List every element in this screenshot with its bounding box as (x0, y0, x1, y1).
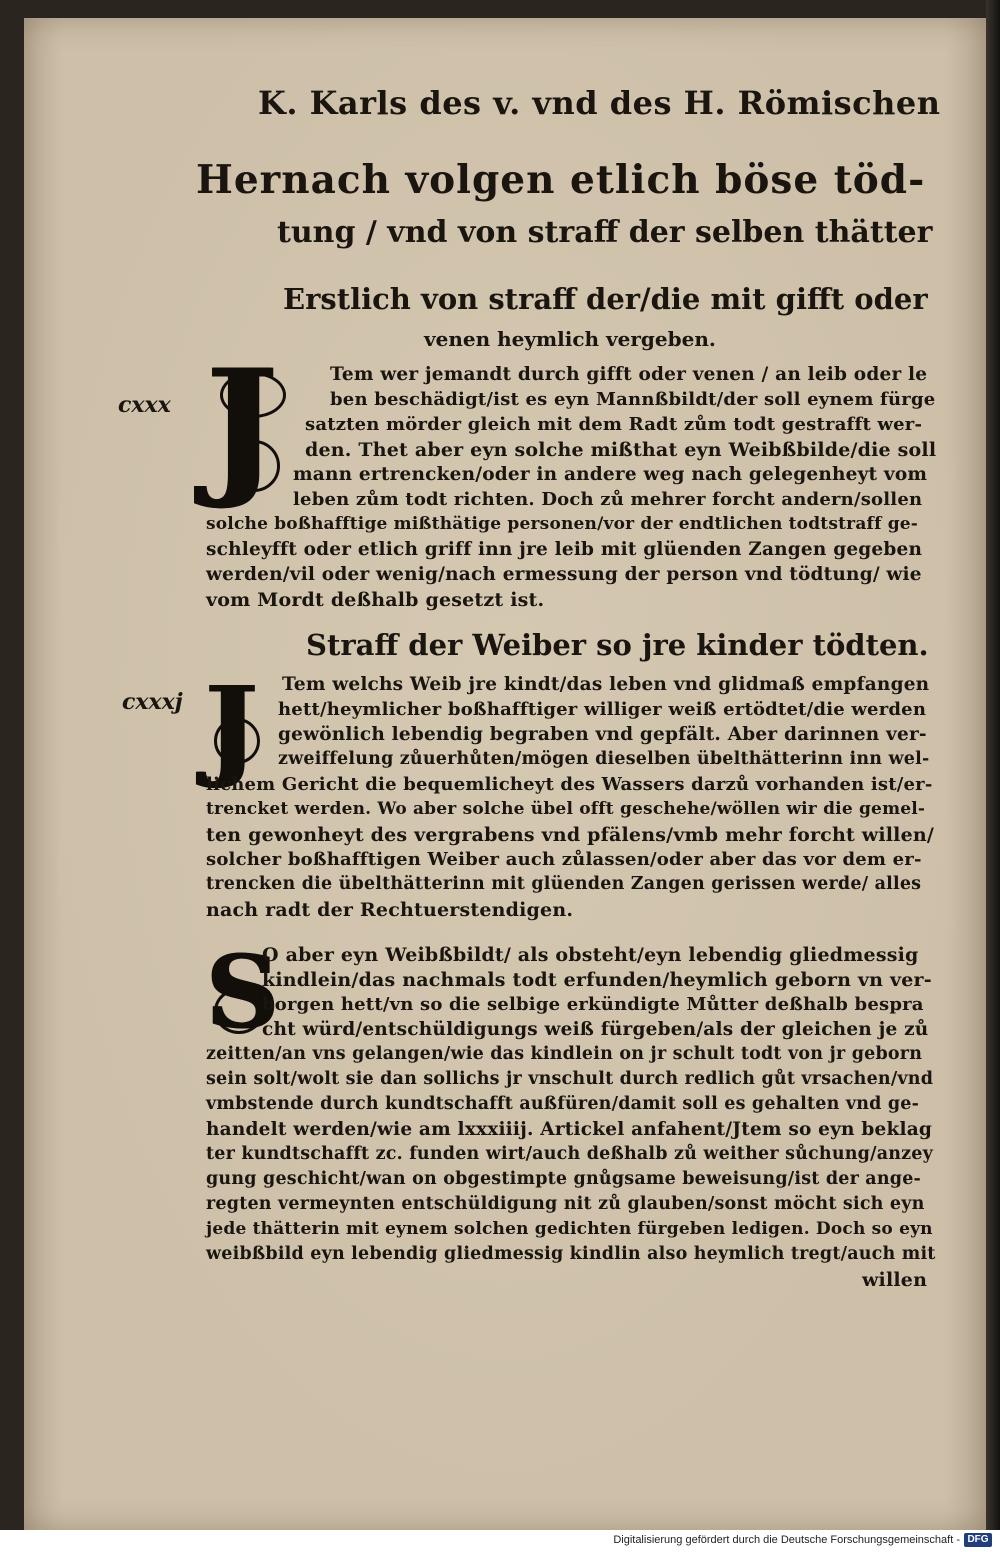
section-1-title: Erstlich von straff der/die mit gifft oder (283, 282, 928, 316)
text-line: zweiffelung zůuerhůten/mögen dieselben übelthätterinn inn wel- (278, 749, 930, 769)
text-line: trencken die übelthätterinn mit glüenden Zangen gerissen werde/ alles (206, 874, 922, 894)
decorated-initial: S (206, 933, 279, 1051)
decorated-initial: J (205, 662, 258, 791)
page-title-line-1: Hernach volgen etlich böse töd- (196, 157, 926, 203)
text-line: weibßbild eyn lebendig gliedmessig kindlin also heymlich tregt/auch mit (206, 1244, 936, 1264)
text-line: cht würd/entschüldigungs weiß fürgeben/als der gleichen je zů (262, 1019, 929, 1040)
catchword: willen (862, 1269, 928, 1291)
text-line: hett/heymlicher boßhafftiger williger weiß ertödtet/die werden (278, 699, 927, 720)
decorated-initial: J (206, 337, 277, 513)
footer-credit: Digitalisierung gefördert durch die Deutsche Forschungsgemeinschaft - (613, 1534, 960, 1546)
text-line: solche boßhafftige mißthätige personen/vor der endtlichen todtstraff ge- (206, 514, 919, 534)
text-line: leben zům todt richten. Doch zů mehrer forcht andern/sollen (293, 489, 923, 510)
text-line: gung geschicht/wan on obgestimpte gnůgsame beweisung/ist der ange- (206, 1169, 922, 1189)
text-line: ben beschädigt/ist es eyn Mannßbildt/der soll eynem fürge (330, 389, 936, 410)
text-line: zeitten/an vns gelangen/wie das kindlein on jr schult todt von jr geborn (206, 1044, 923, 1064)
text-line: schleyfft oder etlich griff inn jre leib mit glüenden Zangen gegeben (206, 539, 923, 560)
page-title-line-2: tung / vnd von straff der selben thätter (277, 215, 933, 250)
text-line: den. Thet aber eyn solche mißthat eyn Weibßbilde/die soll (305, 439, 937, 461)
initial-flourish (220, 372, 286, 418)
text-line: sein solt/wolt sie dan sollichs jr vnschult durch redlich gůt vrsachen/vnd (206, 1069, 934, 1089)
text-line: jede thätterin mit eynem solchen gedichten fürgeben ledigen. Doch so eyn (206, 1219, 933, 1239)
text-line: nach radt der Rechtuerstendigen. (206, 899, 574, 921)
initial-flourish (214, 718, 260, 764)
text-line: mann ertrencken/oder in andere weg nach gelegenheyt vom (293, 464, 928, 485)
running-header: K. Karls des v. vnd des H. Römischen (258, 84, 941, 122)
text-line: handelt werden/wie am lxxxiiij. Artickel anfahent/Jtem so eyn beklag (206, 1119, 933, 1140)
text-line: borgen hett/vn so die selbige erkündigte Můtter deßhalb bespra (262, 994, 924, 1015)
section-1-subtitle: venen heymlich vergeben. (424, 327, 716, 351)
text-line: trencket werden. Wo aber solche übel offt geschehe/wöllen wir die gemel- (206, 799, 926, 819)
text-line: Tem welchs Weib jre kindt/das leben vnd glidmaß empfangen (282, 674, 930, 695)
text-line: O aber eyn Weibßbildt/ als obsteht/eyn lebendig gliedmessig (262, 944, 919, 966)
text-line: werden/vil oder wenig/nach ermessung der person vnd tödtung/ wie (206, 564, 922, 585)
text-line: ter kundtschafft zc. funden wirt/auch deßhalb zů weither sůchung/anzey (206, 1144, 933, 1164)
margin-article-number: cxxxj (122, 689, 183, 715)
text-line: regten vermeynten entschüldigung nit zů glauben/sonst möcht sich eyn (206, 1194, 925, 1214)
text-line: ten gewonheyt des vergrabens vnd pfälens/vmb mehr forcht willen/ (206, 824, 935, 846)
text-line: vmbstende durch kundtschafft außfüren/damit soll es gehalten vnd ge- (206, 1094, 920, 1114)
text-line: kindlein/das nachmals todt erfunden/heymlich geborn vn ver- (262, 969, 932, 991)
dfg-logo[interactable]: DFG (964, 1533, 992, 1547)
text-line: Tem wer jemandt durch gifft oder venen / an leib oder le (330, 364, 928, 385)
section-2-title: Straff der Weiber so jre kinder tödten. (306, 628, 929, 662)
initial-flourish (214, 988, 264, 1034)
initial-flourish (228, 440, 280, 492)
footer-bar (0, 1530, 1000, 1552)
text-line: gewönlich lebendig begraben vnd gepfält. Aber darinnen ver- (278, 724, 927, 745)
text-line: satzten mörder gleich mit dem Radt zům todt gestrafft wer- (305, 414, 923, 435)
text-line: solcher boßhafftigen Weiber auch zůlassen/oder aber das vor dem er- (206, 849, 922, 870)
text-line: vom Mordt deßhalb gesetzt ist. (206, 589, 545, 611)
margin-article-number: cxxx (118, 392, 171, 418)
book-binding-edge (986, 0, 1000, 1530)
text-line: lichem Gericht die bequemlicheyt des Wassers darzů vorhanden ist/er- (206, 774, 933, 795)
